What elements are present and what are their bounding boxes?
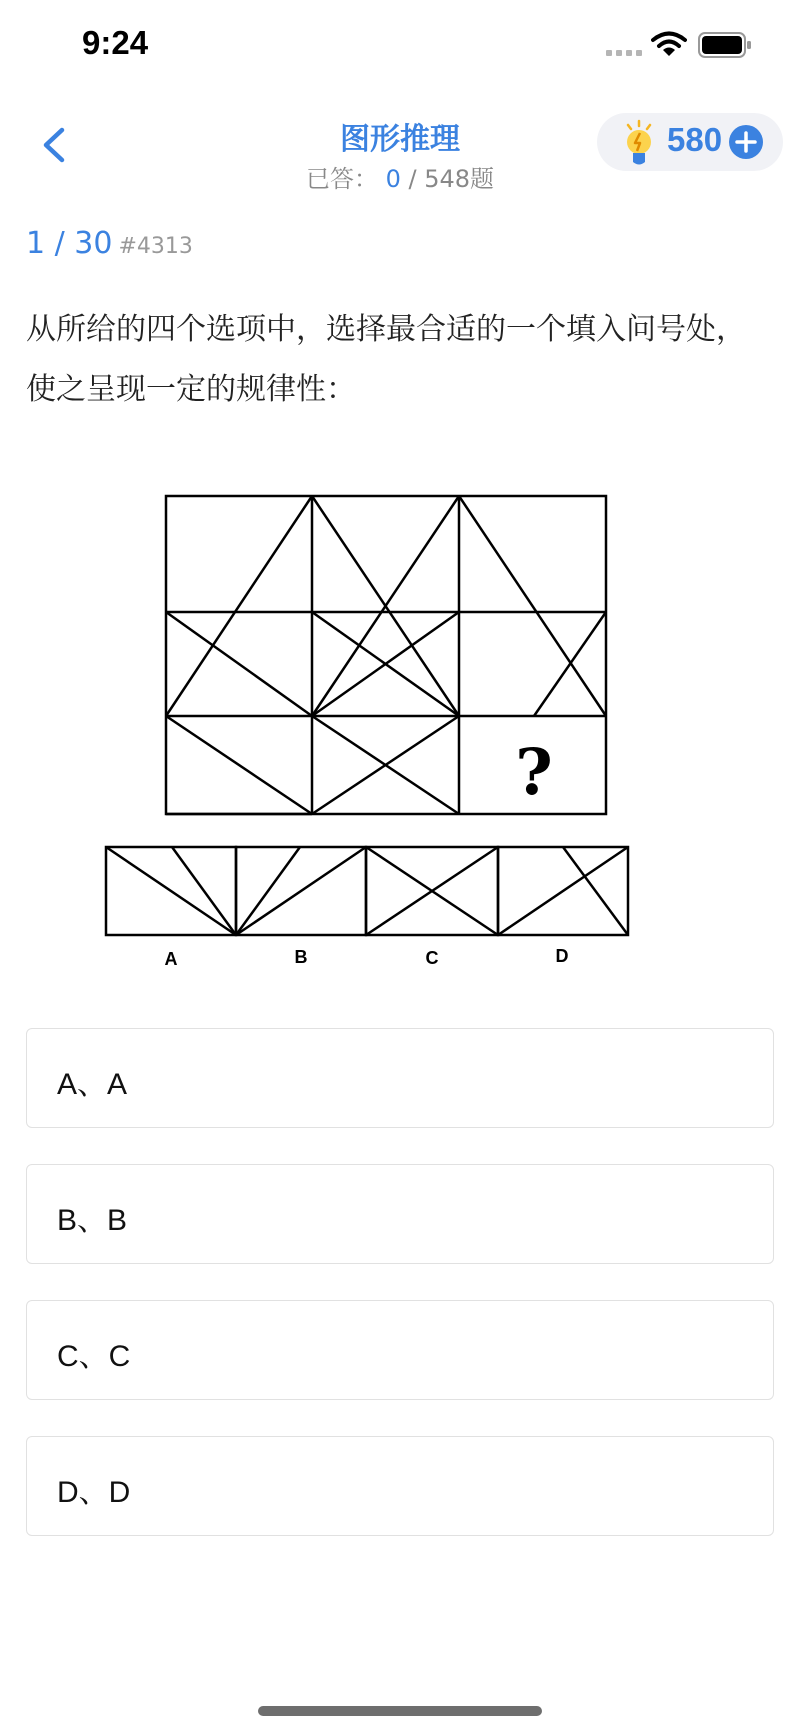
add-coins-icon[interactable]	[729, 125, 763, 159]
option-label: D、D	[57, 1476, 131, 1509]
option-a[interactable]	[26, 1028, 774, 1128]
total-count: / 548题	[400, 165, 495, 193]
question-progress	[26, 226, 193, 261]
question-figure	[100, 490, 700, 970]
choice-label-d: D	[555, 946, 569, 966]
question-text: 从所给的四个选项中，选择最合适的一个填入问号处，使之呈现一定的规律性：	[26, 312, 746, 407]
home-indicator[interactable]	[258, 1706, 542, 1716]
option-label: C、C	[57, 1340, 131, 1373]
wifi-icon	[651, 31, 687, 57]
option-label: A、A	[57, 1068, 128, 1101]
answered-count: 0	[385, 165, 401, 193]
option-label: B、B	[57, 1204, 128, 1237]
choice-label-c: C	[425, 948, 439, 968]
answered-label: 已答：	[305, 165, 378, 193]
option-c[interactable]	[26, 1300, 774, 1400]
battery-icon	[698, 32, 752, 58]
option-b[interactable]	[26, 1164, 774, 1264]
coin-balance[interactable]	[597, 113, 783, 171]
page-title: 图形推理	[340, 122, 460, 157]
question-mark: ?	[515, 735, 553, 810]
choice-label-a: A	[164, 949, 178, 969]
status-bar	[0, 0, 800, 90]
status-time: 9:24	[82, 24, 149, 61]
coin-count: 580	[667, 121, 723, 158]
question-counter: 1 / 30	[26, 226, 113, 261]
lightbulb-icon	[619, 119, 659, 169]
option-d[interactable]	[26, 1436, 774, 1536]
question-id: #4313	[118, 234, 193, 259]
cellular-signal-icon	[606, 48, 644, 58]
choice-label-b: B	[294, 947, 308, 967]
